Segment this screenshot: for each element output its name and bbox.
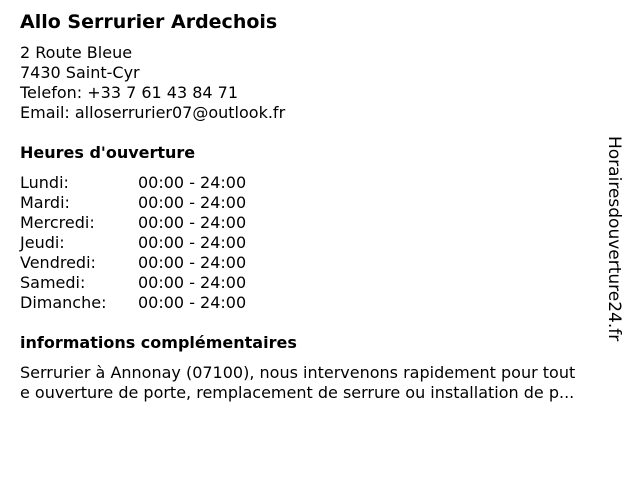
hours-row-monday bbox=[20, 173, 620, 193]
site-watermark: Horairesdouverture24.fr bbox=[604, 136, 624, 342]
info-description bbox=[20, 363, 626, 403]
street-address: 2 Route Bleue bbox=[20, 43, 133, 62]
city-address: 7430 Saint-Cyr bbox=[20, 63, 140, 82]
day-label: Vendredi: bbox=[20, 253, 96, 272]
time-range: 00:00 - 24:00 bbox=[138, 253, 247, 272]
time-range: 00:00 - 24:00 bbox=[138, 193, 247, 212]
phone-line: Telefon: +33 7 61 43 84 71 bbox=[20, 83, 239, 102]
hours-row-saturday bbox=[20, 273, 620, 293]
time-range: 00:00 - 24:00 bbox=[138, 233, 247, 252]
day-label: Jeudi: bbox=[20, 233, 65, 252]
day-label: Samedi: bbox=[20, 273, 86, 292]
day-label: Mardi: bbox=[20, 193, 70, 212]
hours-table bbox=[20, 173, 620, 313]
business-card bbox=[20, 10, 620, 403]
contact-block bbox=[20, 43, 620, 123]
day-label: Mercredi: bbox=[20, 213, 95, 232]
time-range: 00:00 - 24:00 bbox=[138, 293, 247, 312]
day-label: Lundi: bbox=[20, 173, 69, 192]
info-heading: informations complémentaires bbox=[20, 333, 297, 352]
hours-row-tuesday bbox=[20, 193, 620, 213]
hours-row-wednesday bbox=[20, 213, 620, 233]
time-range: 00:00 - 24:00 bbox=[138, 273, 247, 292]
hours-row-friday bbox=[20, 253, 620, 273]
time-range: 00:00 - 24:00 bbox=[138, 173, 247, 192]
info-description-line: e ouverture de porte, remplacement de serrure ou installation de p... bbox=[20, 383, 575, 402]
info-description-line: Serrurier à Annonay (07100), nous intervenons rapidement pour tout bbox=[20, 363, 576, 382]
time-range: 00:00 - 24:00 bbox=[138, 213, 247, 232]
hours-row-thursday bbox=[20, 233, 620, 253]
email-line: Email: alloserrurier07@outlook.fr bbox=[20, 103, 286, 122]
day-label: Dimanche: bbox=[20, 293, 107, 312]
hours-row-sunday bbox=[20, 293, 620, 313]
hours-heading: Heures d'ouverture bbox=[20, 143, 196, 162]
business-name: Allo Serrurier Ardechois bbox=[20, 11, 278, 33]
